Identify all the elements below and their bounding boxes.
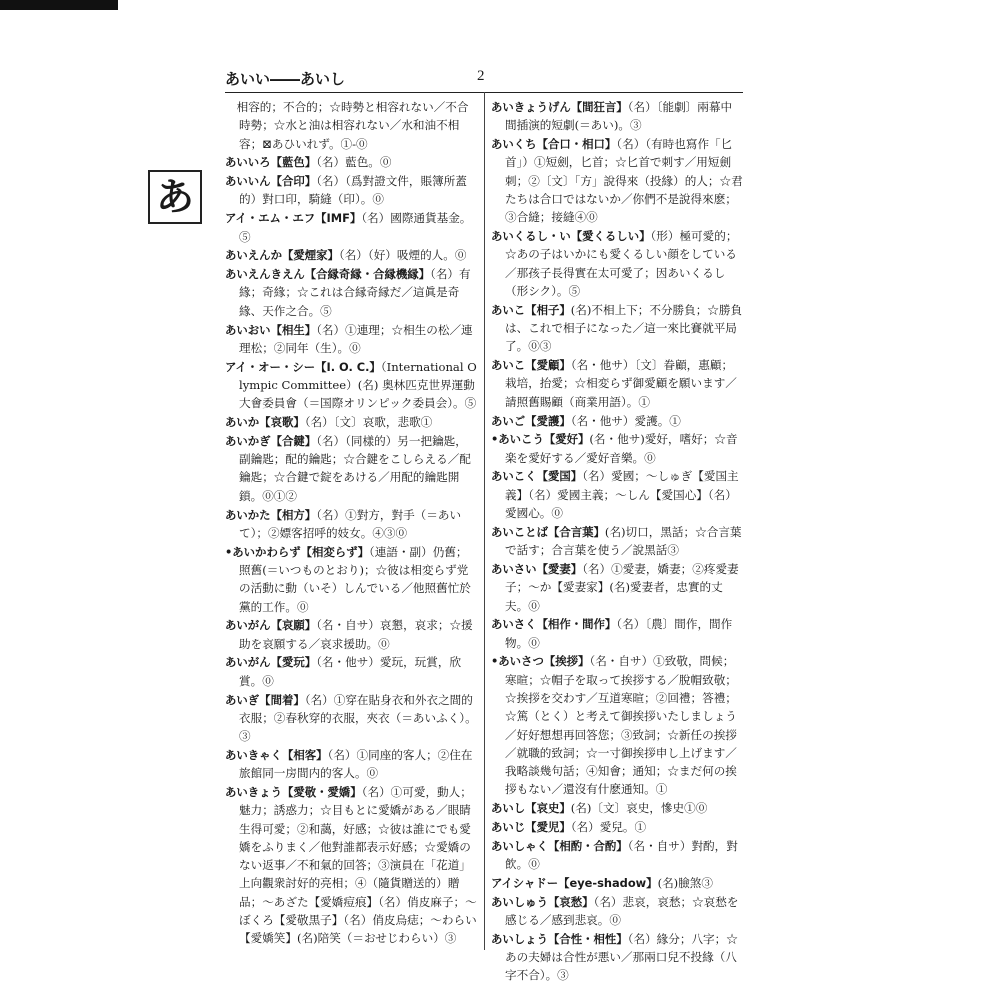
entry-definition: （名）①可愛，動人；魅力；誘惑力；☆目もとに愛嬌がある／眼睛生得可愛；②和藹，好感；☆彼は誰にでも愛嬌をふりまく／他對誰都表示好感；☆愛嬌のない返事／不和氣的回答；③演員在「花道」上向觀衆討好的亮相；④（隨貨贈送的）贈品；～あざた【愛嬌痘痕】（名）俏皮麻子；～ぼくろ【愛敬黒子】（名）俏皮烏痣；～わらい【愛嬌笑】(名)陪笑（＝おせじわらい）③: [239, 784, 477, 946]
entry-definition: （名）有緣；奇緣；☆これは合縁奇縁だ／這眞是奇緣、天作之合。⑤: [239, 267, 471, 318]
entry-headword: •あいこう【愛好】: [491, 432, 590, 447]
entry-definition: (名)臉煞③: [657, 875, 713, 890]
dictionary-entry: [491, 356, 743, 411]
dictionary-entry: [491, 837, 743, 874]
top-edge-mark: [0, 0, 118, 10]
dictionary-entry: [491, 301, 743, 356]
entry-headword: あいいん【合印】: [225, 174, 317, 189]
entry-headword: あいさく【相作・間作】: [491, 617, 617, 632]
entry-definition: （形）極可愛的；☆あの子はいかにも愛くるしい顔をしている／那孩子長得實在太可愛了；因あいくるし（形シク）。⑤: [505, 229, 738, 298]
entry-headword: あいしょう【合性・相性】: [491, 931, 628, 946]
entry-headword: あいがん【哀願】: [225, 618, 317, 633]
entry-definition: 相容的；不合的；☆時勢と相容れない／不合時勢；☆水と油は相容れない／水和油不相容；⊠あひいれず。①-⓪: [225, 100, 469, 151]
entry-definition: （名）（有時也寫作「匕首」）①短劍，匕首；☆匕首で刺す／用短劍刺；②〔文〕「方」說得來（投緣）的人；☆君たちは合口ではないか／你們不是說得來麽；③合縫；接縫④⓪: [505, 137, 743, 225]
entry-headword: あいじ【愛児】: [491, 820, 571, 835]
entry-headword: あいえんきえん【合縁奇縁・合縁機縁】: [225, 267, 431, 282]
entry-headword: あいこ【愛顧】: [491, 358, 571, 373]
dictionary-entry: [491, 98, 743, 135]
entry-definition: （名・自サ）對酌，對飲。⓪: [505, 838, 738, 872]
left-column: [225, 98, 477, 948]
dictionary-entry: [491, 930, 743, 985]
thumb-index-kana: あ: [155, 175, 194, 219]
dictionary-entry: [491, 874, 743, 892]
dictionary-entry: [225, 746, 477, 783]
entry-headword: あいさい【愛妻】: [491, 561, 583, 576]
dictionary-entry: [225, 153, 477, 171]
entry-headword: •あいかわらず【相変らず】: [225, 544, 369, 559]
dictionary-entry: [491, 467, 743, 522]
entry-definition: （名）①連理；☆相生の松／連理松；②同年（生）。⓪: [239, 322, 473, 355]
entry-definition: （名）國際通貨基金。⑤: [239, 211, 472, 244]
entry-headword: あいか【哀歌】: [225, 415, 305, 430]
dictionary-entry: [225, 543, 477, 616]
entry-headword: あいかた【相方】: [225, 507, 317, 522]
entry-definition: (名・他サ)愛好，嗜好；☆音楽を愛好する／愛好音樂。⓪: [505, 432, 738, 465]
entry-headword: あいしゅう【哀愁】: [491, 894, 594, 909]
entry-definition: （連語・副）仍舊；照舊(＝いつものとおり)；☆彼は相変らず党の活動に動（いそ）しんでいる／他照舊忙於黨的工作。⓪: [239, 544, 471, 614]
dictionary-page: [225, 52, 745, 983]
dictionary-entry: [225, 506, 477, 543]
dictionary-entry: [225, 172, 477, 209]
entry-definition: （名）①愛妻，嬌妻；②疼愛妻子；～か【愛妻家】(名)愛妻者，忠實的丈夫。⓪: [505, 561, 739, 613]
entry-headword: あいえんか【愛煙家】: [225, 248, 339, 263]
entry-headword: あいご【愛護】: [491, 413, 571, 428]
entry-definition: （名・自サ）①致敬，問候；寒暄；☆帽子を取って挨拶する／脫帽致敬；☆挨拶を交わす／互道寒暄；②回禮；答禮；☆篤（とく）と考えて御挨拶いたしましょう／好好想想再回答您；③致詞；☆新任の挨拶／就職的致詞；☆一寸御挨拶申し上げます／我略談幾句話；④知會；通知；☆まだ何の挨拶もない／還沒有什麽通知。①: [505, 654, 737, 797]
entry-definition: （名）藍色。⓪: [316, 155, 392, 170]
dictionary-entry: [225, 265, 477, 320]
entry-definition: （名）①穿在貼身衣和外衣之間的衣服；②春秋穿的衣服，夾衣（＝あいふく）。③: [239, 692, 477, 744]
column-divider: [484, 92, 485, 950]
entry-definition: （名）〔能劇〕兩幕中間插演的短劇(＝あい)。③: [505, 100, 733, 133]
entry-headword: あいことば【合言葉】: [491, 524, 605, 539]
entry-definition: （名）（同樣的）另一把鑰匙，副鑰匙；配的鑰匙；☆合鍵をこしらえる／配鑰匙；☆合鍵で錠をあける／用配的鑰匙開鎖。⓪①②: [239, 433, 471, 503]
dictionary-entry: [225, 783, 477, 948]
entry-definition: （名）悲哀，哀愁；☆哀愁を感じる／感到悲哀。⓪: [505, 894, 739, 928]
entry-headword: あいがん【愛玩】: [225, 655, 317, 670]
entry-definition: （名）①對方，對手（＝あいて）；②嫖客招呼的妓女。④③⓪: [239, 507, 462, 540]
entry-definition: （名）（爲對證文件，賬簿所蓋的）對口印，騎縫（印）。⓪: [239, 174, 467, 207]
entry-headword: あいいろ【藍色】: [225, 155, 317, 170]
entry-definition: (名)〔文〕哀史，慘史①⓪: [570, 801, 708, 816]
dictionary-entry: [491, 227, 743, 300]
dictionary-entry: [491, 412, 743, 430]
entry-headword: アイ・オー・シー【I. O. C.】: [225, 359, 381, 374]
entry-definition: (名)切口，黑話；☆合言葉で話す；合言葉を使う／說黑話③: [505, 524, 742, 558]
entry-definition: （名）愛國；～しゅぎ【愛国主義】（名）愛國主義；～しん【愛国心】（名）愛國心。⓪: [505, 469, 739, 521]
dictionary-entry: [225, 246, 477, 264]
dictionary-entry: [491, 560, 743, 615]
entry-headword: あいかぎ【合鍵】: [225, 433, 317, 448]
entry-headword: あいきょうげん【間狂言】: [491, 100, 628, 114]
entry-headword: アイシャドー【eye-shadow】: [491, 875, 658, 890]
page-header: [225, 66, 743, 93]
entry-definition: （名・他サ）愛玩，玩賞，欣賞。⓪: [239, 655, 462, 688]
entry-headword: あいし【哀史】: [491, 801, 571, 816]
dictionary-entry: [491, 430, 743, 467]
entry-headword: アイ・エム・エフ【IMF】: [225, 211, 362, 226]
entry-definition: （名・自サ）哀懇，哀求；☆援助を哀願する／哀求援助。⓪: [239, 618, 473, 651]
dictionary-entry: [491, 135, 743, 226]
dictionary-entry: [491, 818, 743, 836]
entry-headword: あいぎ【間着】: [225, 692, 305, 707]
entry-headword: あいくち【合口・相口】: [491, 137, 617, 152]
thumb-index-tab: [148, 170, 202, 224]
running-head: あいい――あいし: [225, 70, 346, 88]
dictionary-entry: [225, 209, 477, 246]
right-column: [491, 98, 743, 985]
entry-headword: •あいさつ【挨拶】: [491, 654, 590, 669]
dictionary-entry: [225, 691, 477, 746]
entry-definition: （International Olympic Committee）(名) 奥林匹克世界運動大會委員會（＝国際オリンピック委員会）。⑤: [239, 359, 477, 411]
dictionary-entry: [491, 523, 743, 560]
entry-headword: あいおい【相生】: [225, 322, 317, 337]
dictionary-entry: [225, 413, 477, 431]
dictionary-entry: [225, 616, 477, 653]
dictionary-entry: [491, 615, 743, 652]
dictionary-entry: [225, 432, 477, 505]
entry-headword: あいしゃく【相酌・合酌】: [491, 838, 628, 853]
entry-definition: （名）緣分；八字；☆あの夫婦は合性が悪い／那兩口兒不投緣（八字不合）。③: [505, 931, 738, 983]
entry-headword: あいきゃく【相客】: [225, 747, 328, 762]
entry-definition: （名・他サ）愛護。①: [570, 413, 681, 428]
entry-definition: （名）（好）吸煙的人。⓪: [338, 248, 467, 263]
entry-definition: （名）〔農〕間作，間作物。⓪: [505, 617, 733, 650]
entry-definition: （名）愛兒。①: [570, 820, 647, 835]
entry-headword: あいくるし・い【愛くるしい】: [491, 229, 651, 244]
dictionary-entry: [491, 893, 743, 930]
dictionary-entry: [225, 653, 477, 690]
entry-definition: （名・他サ）〔文〕眷顧，惠顧；栽培，抬愛；☆相変らず御愛顧を願います／請照舊賜顧（商業用語）。①: [505, 358, 737, 409]
entry-headword: あいきょう【愛敬・愛嬌】: [225, 784, 362, 799]
entry-definition: (名)不相上下；不分勝負；☆勝負は、これで相子になった／這一來比賽就平局了。⓪③: [505, 302, 743, 354]
entry-definition: （名）①同座的客人；②住在旅館同一房間内的客人。⓪: [239, 747, 473, 781]
dictionary-entry: [491, 652, 743, 798]
entry-headword: あいこく【愛国】: [491, 469, 583, 484]
dictionary-entry: [225, 98, 477, 153]
page-number: 2: [477, 68, 485, 84]
dictionary-entry: [491, 799, 743, 817]
entry-headword: あいこ【相子】: [491, 302, 571, 317]
dictionary-entry: [225, 321, 477, 358]
dictionary-entry: [225, 358, 477, 413]
entry-definition: （名）〔文〕哀歌，悲歌①: [304, 415, 433, 430]
